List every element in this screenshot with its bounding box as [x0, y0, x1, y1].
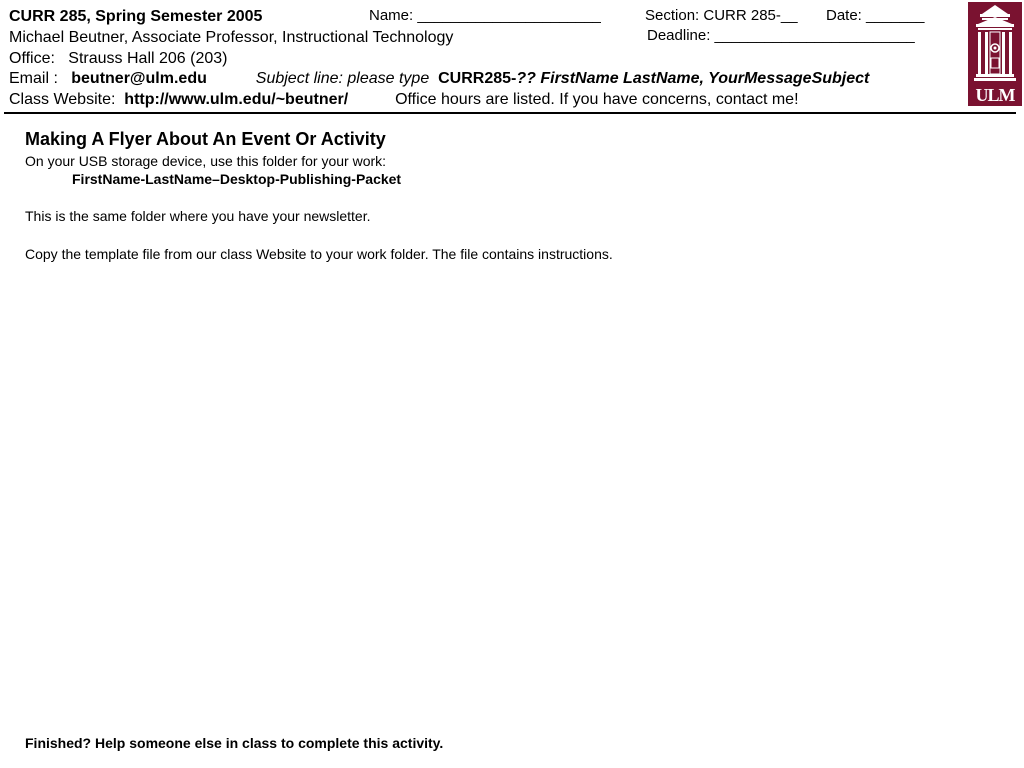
course-title: CURR 285, Spring Semester 2005 — [9, 8, 263, 25]
website-label: Class Website: — [9, 91, 116, 108]
folder-instruction: On your USB storage device, use this folder for your work: — [25, 153, 387, 169]
subject-line-instruction: Subject line: please type — [255, 70, 430, 87]
email-line — [9, 70, 869, 88]
email-label: Email : — [9, 70, 58, 87]
section-field: Section: CURR 285-__ — [645, 7, 798, 24]
ulm-logo-text: ULM — [975, 85, 1015, 105]
instructor-line: Michael Beutner, Associate Professor, Instructional Technology — [9, 29, 454, 46]
website-url-host[interactable]: http://www.ulm.edu — [124, 91, 272, 108]
office-label: Office: — [9, 50, 55, 67]
website-link[interactable] — [124, 91, 348, 108]
template-instruction: Copy the template file from our class Website to your work folder. The file contains instructions. — [25, 246, 613, 262]
page-title: Making A Flyer About An Event Or Activity — [25, 129, 386, 149]
deadline-field: Deadline: ________________________ — [647, 27, 915, 44]
subject-template: ?? FirstName LastName, YourMessageSubject — [516, 70, 870, 87]
subject-code: CURR285- — [438, 70, 517, 87]
footer-note: Finished? Help someone else in class to complete this activity. — [25, 735, 444, 751]
name-field: Name: ______________________ — [369, 7, 601, 24]
ulm-logo — [968, 2, 1022, 106]
website-url-path[interactable]: /~beutner/ — [271, 91, 349, 108]
office-hours-note: Office hours are listed. If you have concerns, contact me! — [395, 91, 799, 108]
header-divider — [4, 112, 1016, 114]
same-folder-note: This is the same folder where you have your newsletter. — [25, 208, 371, 224]
office-value: Strauss Hall 206 (203) — [68, 50, 228, 67]
date-field: Date: _______ — [826, 7, 925, 24]
folder-name: FirstName-LastName–Desktop-Publishing-Packet — [72, 171, 402, 187]
website-line — [9, 91, 799, 109]
office-line — [9, 50, 227, 68]
email-link[interactable]: beutner@ulm.edu — [71, 70, 207, 87]
